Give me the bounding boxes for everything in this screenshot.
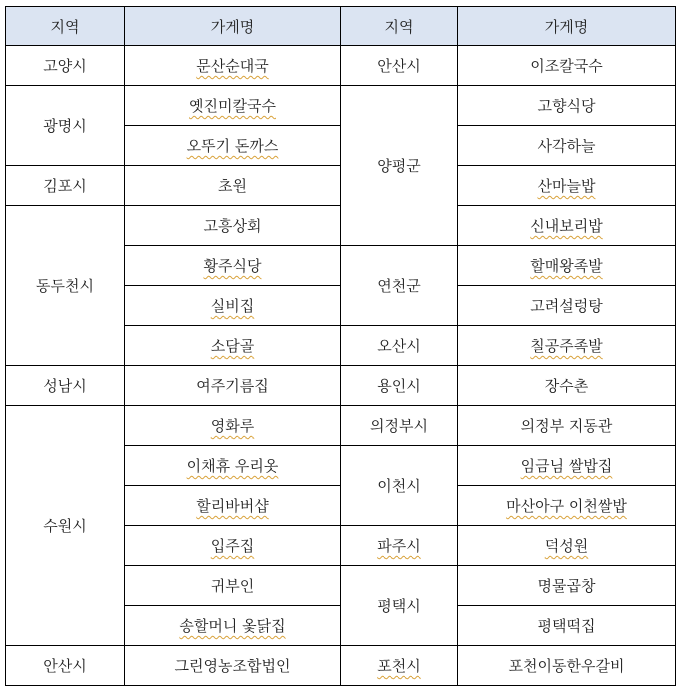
- store-cell: [125, 446, 341, 486]
- store-name: 신내보리밥: [530, 217, 603, 235]
- store-name: 송할머니 옻닭집: [179, 617, 286, 635]
- store-cell: [125, 126, 341, 166]
- store-cell: [458, 486, 676, 526]
- store-cell: 의정부 지동관: [458, 406, 676, 446]
- store-cell: [125, 526, 341, 566]
- store-cell: [458, 446, 676, 486]
- region-cell: 안산시: [341, 46, 458, 86]
- header-region-right: 지역: [341, 7, 458, 46]
- store-name: 문산순대국: [196, 57, 269, 75]
- store-name: 영화루: [210, 417, 255, 435]
- region-cell: [341, 526, 458, 566]
- store-cell: 평택떡집: [458, 606, 676, 646]
- store-name: 할매왕족발: [530, 257, 603, 275]
- header-region-left: 지역: [6, 7, 125, 46]
- store-name: 산마늘밥: [537, 177, 596, 195]
- store-name: 덕성원: [544, 537, 589, 555]
- store-cell: [458, 326, 676, 366]
- header-store-right: 가게명: [458, 7, 676, 46]
- region-cell: 안산시: [6, 646, 125, 686]
- table-row: [6, 86, 676, 126]
- region-cell: 성남시: [6, 366, 125, 406]
- store-cell: [458, 206, 676, 246]
- store-table: [5, 6, 676, 686]
- header-store-left: 가게명: [125, 7, 341, 46]
- store-cell: [125, 606, 341, 646]
- store-cell: [458, 246, 676, 286]
- store-name: 임금님 쌀밥집: [520, 457, 613, 475]
- store-cell: [125, 406, 341, 446]
- region-name: 파주시: [377, 537, 421, 555]
- table-row: [6, 646, 676, 686]
- store-name: 이채휴 우리옷: [186, 457, 279, 475]
- store-name: 옛진미칼국수: [189, 97, 276, 115]
- store-cell: 귀부인: [125, 566, 341, 606]
- store-cell: 이조칼국수: [458, 46, 676, 86]
- store-cell: 명물곱창: [458, 566, 676, 606]
- store-cell: 장수촌: [458, 366, 676, 406]
- store-cell: 고흥상회: [125, 206, 341, 246]
- table-row: [6, 366, 676, 406]
- region-cell: 양평군: [341, 86, 458, 246]
- region-cell: 광명시: [6, 86, 125, 166]
- region-cell: 이천시: [341, 446, 458, 526]
- region-name: 포천시: [377, 657, 421, 675]
- region-cell: 연천군: [341, 246, 458, 326]
- store-cell: [125, 86, 341, 126]
- region-cell: 용인시: [341, 366, 458, 406]
- region-cell: 김포시: [6, 166, 125, 206]
- store-name: 마산아구 이천쌀밥: [506, 497, 627, 515]
- store-name: 실비집: [210, 297, 255, 315]
- store-cell: 사각하늘: [458, 126, 676, 166]
- store-cell: [125, 486, 341, 526]
- store-cell: 고향식당: [458, 86, 676, 126]
- store-cell: [125, 326, 341, 366]
- store-cell: [125, 246, 341, 286]
- table-row: [6, 46, 676, 86]
- store-cell: 여주기름집: [125, 366, 341, 406]
- store-name: 입주집: [210, 537, 255, 555]
- store-name: 할리바버샵: [196, 497, 269, 515]
- store-cell: 초원: [125, 166, 341, 206]
- region-cell: [341, 646, 458, 686]
- region-cell: 고양시: [6, 46, 125, 86]
- store-cell: [125, 46, 341, 86]
- store-cell: 고려설렁탕: [458, 286, 676, 326]
- store-cell: [458, 166, 676, 206]
- table-row: [6, 406, 676, 446]
- store-cell: [125, 286, 341, 326]
- region-cell: 수원시: [6, 406, 125, 646]
- store-name: 황주식당: [203, 257, 262, 275]
- store-cell: 그린영농조합법인: [125, 646, 341, 686]
- region-cell: 오산시: [341, 326, 458, 366]
- region-cell: 평택시: [341, 566, 458, 646]
- store-name: 소담골: [210, 337, 255, 355]
- header-row: [6, 7, 676, 46]
- region-cell: 의정부시: [341, 406, 458, 446]
- region-cell: 동두천시: [6, 206, 125, 366]
- store-cell: 포천이동한우갈비: [458, 646, 676, 686]
- store-cell: [458, 526, 676, 566]
- store-name: 오뚜기 돈까스: [186, 137, 279, 155]
- store-name: 칠공주족발: [530, 337, 603, 355]
